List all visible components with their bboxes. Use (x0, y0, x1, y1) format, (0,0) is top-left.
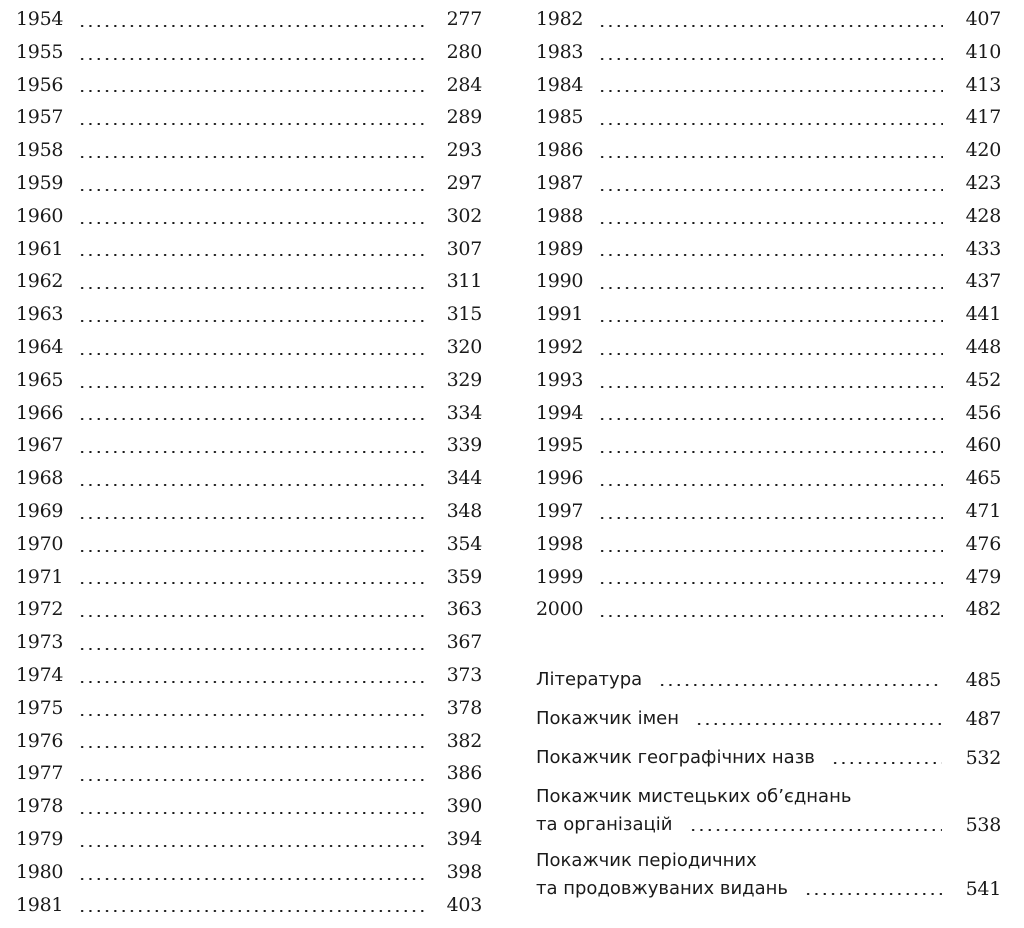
entry-label-line2: та продовжуваних видань (536, 878, 789, 899)
toc-entry-year[interactable] (536, 200, 1001, 233)
leader-dots (598, 90, 943, 92)
entry-page-number: 413 (965, 73, 1001, 96)
entry-page-number: 538 (965, 814, 1001, 836)
entry-page-number: 339 (446, 434, 482, 457)
leader-dots (598, 156, 943, 158)
entry-year: 1966 (16, 401, 64, 424)
leader-dots (78, 845, 424, 847)
toc-entry-year[interactable] (536, 36, 1001, 69)
entry-page-number: 452 (965, 368, 1001, 391)
toc-entry-year[interactable] (16, 429, 482, 462)
entry-year: 1958 (16, 139, 64, 162)
entry-year: 1972 (16, 598, 64, 621)
leader-dots (78, 287, 424, 289)
entry-page-number: 398 (446, 860, 482, 883)
toc-entry-year[interactable] (536, 429, 1001, 462)
entry-page-number: 363 (446, 598, 482, 621)
leader-dots (831, 762, 942, 764)
leader-dots (78, 582, 424, 584)
toc-entry-year[interactable] (16, 36, 482, 69)
toc-entry-year[interactable] (536, 397, 1001, 430)
leader-dots (689, 829, 942, 831)
entry-page-number: 433 (965, 237, 1001, 260)
leader-dots (598, 582, 943, 584)
leader-dots (78, 222, 424, 224)
leader-dots (598, 254, 943, 256)
leader-dots (78, 90, 424, 92)
leader-dots (78, 353, 424, 355)
entry-page-number: 541 (965, 878, 1001, 900)
toc-entry-year[interactable] (16, 364, 482, 397)
toc-entry-year[interactable] (16, 561, 482, 594)
entry-page-number: 456 (965, 401, 1001, 424)
leader-dots (78, 615, 424, 617)
entry-page-number: 417 (965, 106, 1001, 129)
entry-year: 1992 (536, 335, 584, 358)
toc-entry-year[interactable] (16, 823, 482, 856)
entry-year: 1974 (16, 663, 64, 686)
entry-year: 1987 (536, 171, 584, 194)
leader-dots (78, 25, 424, 27)
toc-entry-names-index[interactable] (536, 705, 1001, 733)
toc-entry-geo-index[interactable] (536, 744, 1001, 772)
entry-page-number: 423 (965, 171, 1001, 194)
entry-page-number: 479 (965, 565, 1001, 588)
toc-entry-year[interactable] (16, 101, 482, 134)
entry-year: 1967 (16, 434, 64, 457)
entry-page-number: 311 (446, 270, 482, 293)
entry-year: 1988 (536, 204, 584, 227)
leader-dots (78, 878, 424, 880)
entry-year: 1960 (16, 204, 64, 227)
leader-dots (78, 648, 424, 650)
leader-dots (598, 451, 943, 453)
toc-entry-year[interactable] (16, 134, 482, 167)
entry-page-number: 315 (446, 303, 482, 326)
toc-entry-year[interactable] (16, 725, 482, 758)
entry-year: 1981 (16, 893, 64, 916)
leader-dots (598, 123, 943, 125)
toc-entry-year[interactable] (16, 233, 482, 266)
toc-entry-year[interactable] (16, 3, 482, 36)
toc-entry-year[interactable] (16, 889, 482, 922)
entry-label: Література (536, 669, 643, 690)
leader-dots (78, 714, 424, 716)
entry-page-number: 373 (446, 663, 482, 686)
leader-dots (78, 812, 424, 814)
entry-year: 1970 (16, 532, 64, 555)
leader-dots (78, 123, 424, 125)
toc-entry-year[interactable] (536, 265, 1001, 298)
toc-right-column (536, 3, 1001, 626)
entry-page-number: 378 (446, 696, 482, 719)
leader-dots (78, 254, 424, 256)
toc-entry-year[interactable] (16, 331, 482, 364)
toc-entry-year[interactable] (536, 593, 1001, 626)
entry-label: Покажчик імен (536, 708, 680, 729)
entry-page-number: 329 (446, 368, 482, 391)
entry-page-number: 277 (446, 8, 482, 30)
leader-dots (598, 550, 943, 552)
entry-year: 1982 (536, 8, 584, 30)
entry-page-number: 441 (965, 303, 1001, 326)
toc-entry-year[interactable] (536, 134, 1001, 167)
entry-year: 1963 (16, 303, 64, 326)
entry-page-number: 485 (965, 669, 1001, 691)
entry-page-number: 386 (446, 762, 482, 785)
entry-year: 1968 (16, 467, 64, 490)
entry-year: 1964 (16, 335, 64, 358)
toc-entry-year[interactable] (536, 331, 1001, 364)
entry-page-number: 532 (965, 747, 1001, 769)
toc-entry-year[interactable] (536, 101, 1001, 134)
entry-year: 1997 (536, 499, 584, 522)
toc-entry-year[interactable] (16, 397, 482, 430)
toc-entry-year[interactable] (16, 495, 482, 528)
toc-entry-periodicals-index[interactable] (536, 847, 1001, 903)
toc-left-column (16, 3, 482, 921)
entry-year: 2000 (536, 598, 584, 621)
leader-dots (598, 25, 943, 27)
toc-entry-year[interactable] (16, 528, 482, 561)
toc-entry-year[interactable] (16, 856, 482, 889)
toc-entry-year[interactable] (16, 69, 482, 102)
toc-entry-year[interactable] (536, 462, 1001, 495)
entry-page-number: 307 (446, 237, 482, 260)
leader-dots (78, 156, 424, 158)
toc-entry-year[interactable] (16, 626, 482, 659)
entry-year: 1995 (536, 434, 584, 457)
toc-entry-year[interactable] (536, 528, 1001, 561)
leader-dots (78, 910, 424, 912)
toc-entry-year[interactable] (16, 757, 482, 790)
toc-entry-year[interactable] (536, 167, 1001, 200)
leader-dots (78, 386, 424, 388)
entry-year: 1962 (16, 270, 64, 293)
entry-page-number: 348 (446, 499, 482, 522)
entry-year: 1980 (16, 860, 64, 883)
entry-year: 1978 (16, 795, 64, 818)
entry-year: 1994 (536, 401, 584, 424)
entry-page-number: 390 (446, 795, 482, 818)
leader-dots (598, 418, 943, 420)
entry-year: 1971 (16, 565, 64, 588)
entry-page-number: 407 (965, 8, 1001, 30)
entry-year: 1954 (16, 8, 64, 30)
entry-year: 1956 (16, 73, 64, 96)
entry-year: 1998 (536, 532, 584, 555)
entry-label-line2: та організацій (536, 814, 673, 835)
entry-page-number: 297 (446, 171, 482, 194)
entry-page-number: 334 (446, 401, 482, 424)
entry-page-number: 280 (446, 40, 482, 63)
leader-dots (78, 550, 424, 552)
leader-dots (598, 222, 943, 224)
leader-dots (78, 681, 424, 683)
entry-page-number: 293 (446, 139, 482, 162)
leader-dots (598, 615, 943, 617)
entry-year: 1965 (16, 368, 64, 391)
toc-entry-year[interactable] (16, 298, 482, 331)
leader-dots (598, 287, 943, 289)
entry-page-number: 460 (965, 434, 1001, 457)
leader-dots (78, 418, 424, 420)
entry-page-number: 359 (446, 565, 482, 588)
entry-year: 1993 (536, 368, 584, 391)
entry-page-number: 487 (965, 708, 1001, 730)
entry-label-line1: Покажчик періодичних (536, 850, 757, 871)
entry-page-number: 367 (446, 631, 482, 654)
entry-page-number: 410 (965, 40, 1001, 63)
toc-entry-literature[interactable] (536, 666, 1001, 694)
leader-dots (598, 386, 943, 388)
leader-dots (78, 517, 424, 519)
entry-page-number: 394 (446, 827, 482, 850)
entry-year: 1975 (16, 696, 64, 719)
entry-page-number: 354 (446, 532, 482, 555)
entry-page-number: 302 (446, 204, 482, 227)
leader-dots (78, 779, 424, 781)
entry-page-number: 284 (446, 73, 482, 96)
toc-entry-year[interactable] (536, 298, 1001, 331)
entry-year: 1986 (536, 139, 584, 162)
entry-year: 1969 (16, 499, 64, 522)
entry-year: 1955 (16, 40, 64, 63)
entry-page-number: 437 (965, 270, 1001, 293)
toc-entry-year[interactable] (16, 265, 482, 298)
entry-page-number: 289 (446, 106, 482, 129)
toc-entry-year[interactable] (16, 790, 482, 823)
leader-dots (78, 451, 424, 453)
toc-entry-year[interactable] (536, 561, 1001, 594)
leader-dots (598, 353, 943, 355)
leader-dots (695, 723, 942, 725)
entry-page-number: 476 (965, 532, 1001, 555)
leader-dots (598, 189, 943, 191)
toc-entry-year[interactable] (16, 167, 482, 200)
entry-page-number: 382 (446, 729, 482, 752)
leader-dots (804, 893, 942, 895)
leader-dots (78, 58, 424, 60)
entry-year: 1984 (536, 73, 584, 96)
entry-page-number: 482 (965, 598, 1001, 621)
leader-dots (598, 517, 943, 519)
toc-entry-year[interactable] (536, 495, 1001, 528)
entry-page-number: 420 (965, 139, 1001, 162)
entry-year: 1996 (536, 467, 584, 490)
entry-year: 1957 (16, 106, 64, 129)
toc-entry-year[interactable] (536, 233, 1001, 266)
entry-page-number: 465 (965, 467, 1001, 490)
toc-entry-art-org-index[interactable] (536, 783, 1001, 839)
entry-label: Покажчик географічних назв (536, 747, 815, 768)
toc-entry-year[interactable] (16, 593, 482, 626)
entry-page-number: 403 (446, 893, 482, 916)
leader-dots (598, 58, 943, 60)
entry-page-number: 428 (965, 204, 1001, 227)
entry-year: 1979 (16, 827, 64, 850)
toc-entry-year[interactable] (16, 200, 482, 233)
toc-entry-year[interactable] (536, 364, 1001, 397)
entry-year: 1989 (536, 237, 584, 260)
toc-entry-year[interactable] (536, 3, 1001, 36)
leader-dots (598, 484, 943, 486)
toc-entry-year[interactable] (16, 462, 482, 495)
entry-year: 1973 (16, 631, 64, 654)
entry-label-line1: Покажчик мистецьких об’єднань (536, 786, 852, 807)
leader-dots (78, 320, 424, 322)
entry-page-number: 344 (446, 467, 482, 490)
entry-year: 1961 (16, 237, 64, 260)
toc-entry-year[interactable] (16, 659, 482, 692)
entry-year: 1976 (16, 729, 64, 752)
leader-dots (78, 746, 424, 748)
entry-year: 1991 (536, 303, 584, 326)
toc-entry-year[interactable] (16, 692, 482, 725)
entry-year: 1983 (536, 40, 584, 63)
entry-year: 1990 (536, 270, 584, 293)
entry-page-number: 471 (965, 499, 1001, 522)
entry-page-number: 320 (446, 335, 482, 358)
leader-dots (78, 189, 424, 191)
leader-dots (658, 684, 941, 686)
toc-entry-year[interactable] (536, 69, 1001, 102)
entry-year: 1977 (16, 762, 64, 785)
entry-year: 1999 (536, 565, 584, 588)
entry-page-number: 448 (965, 335, 1001, 358)
entry-year: 1959 (16, 171, 64, 194)
leader-dots (78, 484, 424, 486)
leader-dots (598, 320, 943, 322)
entry-year: 1985 (536, 106, 584, 129)
